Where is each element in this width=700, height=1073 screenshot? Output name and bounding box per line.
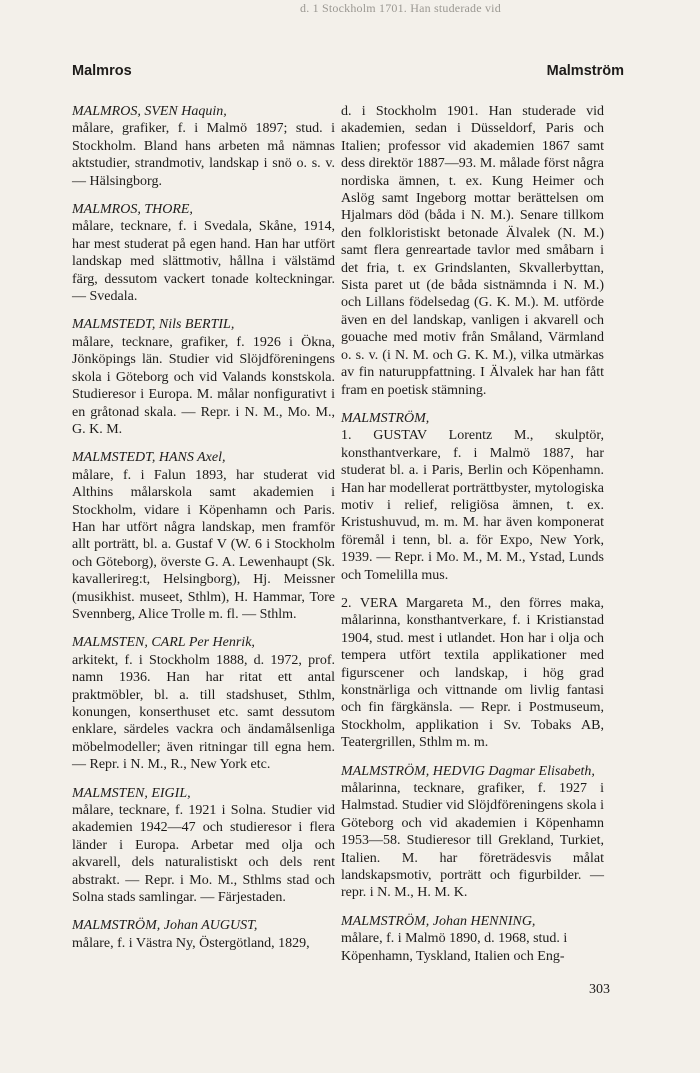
entry-name: MALMSTEDT, Nils BERTIL, [72,317,235,333]
subentry [341,595,604,752]
dictionary-entry [341,913,604,965]
right-column [341,103,604,976]
dictionary-entry [72,785,335,907]
page-number: 303 [589,982,610,997]
entry-name: MALMSTEDT, HANS Axel, [72,450,226,466]
dictionary-entry [341,763,604,902]
entry-text: målare, f. i Malmö 1890, d. 1968, stud. i Köpenhamn, Tyskland, Italien och Eng- [341,931,568,964]
header-right-term: Malmström [546,63,624,79]
entry-text: målare, f. i Västra Ny, Östergötland, 1829, [72,935,310,951]
entry-name: MALMSTEN, EIGIL, [72,785,191,801]
entry-text: d. i Stockholm 1901. Han studerade vid akademien, sedan i Düsseldorf, Paris och Italien; professor vid akademien 1867 samt dess direktör 1887—93. M. målade först några nordiska ämnen, t. ex. Kung Heimer och Aslög samt Ingeborg mottar berättelsen om Hjalmars död (båda i N. M.). Senare tillkom den folkloristiskt betonade Älvalek (N. M.) samt flera genreartade tavlor med småbarn i det fria, t. ex Grindslanten, Skvallerbyttan, Sista paret ut (de båda sistnämnda i N. M.) och Lillans födelsedag (G. K. M.). M. utförde även en del landskap, vanligen i akvarell och gouache med motiv från Småland, Värmland o. s. v. (i N. M. och G. K. M.), vilka utmärkas av fin naturuppfattning. I Älvalek har han fått fram en poetisk stämning. [341,104,604,398]
entry-name: MALMROS, THORE, [72,202,193,218]
entry-name: MALMROS, SVEN Haquin, [72,104,227,119]
top-page-fragment: d. 1 Stockholm 1701. Han studerade vid [300,1,501,15]
entry-name: MALMSTRÖM, Johan HENNING, [341,913,536,929]
left-column [72,103,335,963]
entry-name: MALMSTRÖM, HEDVIG Dagmar Elisabeth, [341,763,595,779]
dictionary-entry [72,917,335,952]
entry-text: målare, tecknare, f. i Svedala, Skåne, 1914, har mest studerat på egen hand. Han har utfört landskap med slättmotiv, hållna i välstämd färg, dessutom vackert tonade kolteckningar. — Svedala. [72,219,335,305]
entry-name: MALMSTEN, CARL Per Henrik, [72,635,255,651]
entry-text: arkitekt, f. i Stockholm 1888, d. 1972, prof. namn 1936. Han har ritat ett antal praktmöbler, bl. a. till stadshuset, Sthlm, konungen, konserthuset etc. samt dessutom enklare, särdeles vackra och ändamålsenliga möbelmodeller; även ritningar till egna hem. — Repr. i N. M., R., New York etc. [72,652,335,773]
entry-text: målare, tecknare, f. 1921 i Solna. Studier vid akademien 1942—47 och studieresor i flera länder i Europa. Arbetar med olja och akvarell, dels naturalistiskt och dels rent abstrakt. — Repr. i Mo. M., Sthlms stad och Solna stads samlingar. — Färjestaden. [72,803,335,906]
dictionary-entry [72,634,335,773]
entry-text: 1. GUSTAV Lorentz M., skulptör, konsthantverkare, f. i Malmö 1887, har studerat bl. a. i Paris, Berlin och Köpenhamn. Han har modellerat porträttbyster, mytologiska motiv i relief, religiösa ämnen, t. ex. Kristushuvud, m. m. M. har även komponerat föremål i tenn, bl. a. för Expo, New York, 1939. — Repr. i Mo. M., M. M., Ystad, Lunds och Tomelilla mus. [341,428,604,583]
entry-text: målarinna, tecknare, grafiker, f. 1927 i Halmstad. Studier vid Slöjdföreningens skola i Göteborg och vid akademien i Köpenhamn 1953—58. Studieresor till Grekland, Turkiet, Italien. M. har företrädesvis målat landskapsmotiv, porträtt och figurbilder. — repr. i N. M., H. M. K. [341,781,604,901]
entry-text: 2. VERA Margareta M., den förres maka, målarinna, konsthantverkare, f. i Kristianstad 1904, stud. mest i utlandet. Hon har i olja och tempera utfört textila applikationer med figurscener och landskap, i hög grad konstnärliga och vittnande om livlig fantasi och fin färgkänsla. — Repr. i Postmuseum, Stockholm, applikation i Sv. Tobaks AB, Teatergrillen, Sthlm m. m. [341,595,604,751]
entry-text: målare, f. i Falun 1893, har studerat vid Althins målarskola samt akademien i Stockholm, vidare i Köpenhamn och Paris. Han har utfört några landskap, men framför allt porträtt, bl. a. Gustaf V (W. 6 i Stockholm och Göteborg), överste G. A. Lewenhaupt (Sk. kavallerireg:t, Helsingborg), Hj. Meissner (musikhist. museet, Sthlm), H. Hammar, Tore Svennberg, Alice Trolle m. fl. — Sthlm. [72,467,335,622]
entry-text: målare, grafiker, f. i Malmö 1897; stud. i Stockholm. Bland hans arbeten må nämnas aktstudier, strandmotiv, landskap i snö o. s. v. — Hälsingborg. [72,121,335,189]
dictionary-entry [72,449,335,623]
entry-text: målare, tecknare, grafiker, f. 1926 i Ökna, Jönköpings län. Studier vid Slöjdföreningens skola i Göteborg och vid Valands konstskola. Studieresor i Europa. M. målar nonfigurativt i en gråtonad skala. — Repr. i N. M., Mo. M., G. K. M. [72,334,335,437]
dictionary-entry [72,201,335,305]
entry-name: MALMSTRÖM, Johan AUGUST, [72,918,258,934]
dictionary-entry [72,316,335,438]
dictionary-entry [341,410,604,584]
running-header [72,63,624,83]
header-left-term: Malmros [72,63,132,79]
continued-entry [341,103,604,399]
dictionary-entry [72,103,335,190]
entry-name: MALMSTRÖM, [341,410,430,426]
